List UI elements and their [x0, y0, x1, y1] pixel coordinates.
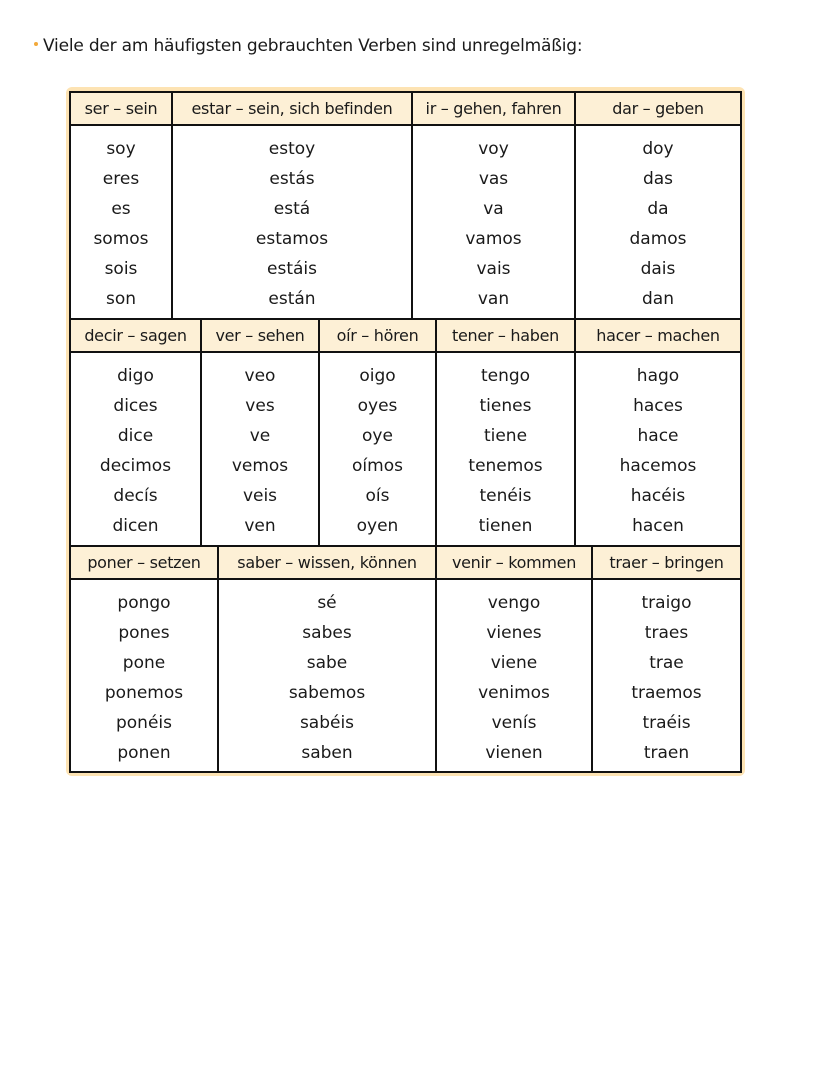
- verb-column-poner: [71, 547, 219, 771]
- verb-header: decir – sagen: [71, 320, 200, 353]
- conjugation-form: hacemos: [619, 456, 697, 476]
- conjugation-list: [71, 580, 217, 768]
- conjugation-form: soy: [106, 139, 136, 159]
- conjugation-form: decimos: [99, 456, 172, 476]
- conjugation-form: voy: [478, 139, 509, 159]
- conjugation-form: saben: [301, 743, 353, 763]
- conjugation-form: van: [477, 289, 510, 309]
- conjugation-form: tenemos: [468, 456, 543, 476]
- conjugation-form: doy: [642, 139, 674, 159]
- conjugation-list: [320, 353, 435, 541]
- verb-header: traer – bringen: [593, 547, 740, 580]
- verb-header: hacer – machen: [576, 320, 740, 353]
- verb-block-1: [69, 91, 742, 320]
- conjugation-form: traéis: [642, 713, 691, 733]
- verb-column-oir: [320, 320, 437, 545]
- conjugation-form: veo: [244, 366, 276, 386]
- conjugation-form: decís: [113, 486, 158, 506]
- conjugation-list: [593, 580, 740, 768]
- conjugation-form: haces: [633, 396, 683, 416]
- conjugation-form: oyen: [356, 516, 399, 536]
- verb-column-tener: [437, 320, 576, 545]
- conjugation-form: hacen: [632, 516, 684, 536]
- verb-header: estar – sein, sich befinden: [173, 93, 411, 126]
- conjugation-form: digo: [117, 366, 154, 386]
- conjugation-form: vienes: [486, 623, 542, 643]
- conjugation-form: vemos: [231, 456, 289, 476]
- conjugation-list: [219, 580, 435, 768]
- conjugation-list: [202, 353, 318, 541]
- conjugation-form: vamos: [465, 229, 522, 249]
- conjugation-form: son: [105, 289, 137, 309]
- verb-column-ver: [202, 320, 320, 545]
- conjugation-form: tenéis: [479, 486, 532, 506]
- conjugation-form: hago: [636, 366, 680, 386]
- verb-header: venir – kommen: [437, 547, 591, 580]
- conjugation-form: oímos: [352, 456, 403, 476]
- conjugation-form: sois: [104, 259, 138, 279]
- conjugation-list: [437, 353, 574, 541]
- conjugation-form: hace: [637, 426, 679, 446]
- conjugation-list: [71, 126, 171, 314]
- conjugation-form: están: [268, 289, 316, 309]
- conjugation-form: da: [647, 199, 669, 219]
- conjugation-form: sabéis: [299, 713, 355, 733]
- verb-block-2: [69, 318, 742, 547]
- conjugation-form: pongo: [117, 593, 171, 613]
- conjugation-form: vais: [476, 259, 511, 279]
- verb-header: tener – haben: [437, 320, 574, 353]
- conjugation-form: tengo: [480, 366, 531, 386]
- verb-header: ver – sehen: [202, 320, 318, 353]
- conjugation-form: oís: [365, 486, 390, 506]
- verb-column-venir: [437, 547, 593, 771]
- conjugation-form: oyes: [357, 396, 398, 416]
- verb-column-decir: [71, 320, 202, 545]
- verb-column-dar: [576, 93, 740, 318]
- conjugation-form: trae: [649, 653, 684, 673]
- conjugation-form: dices: [113, 396, 158, 416]
- conjugation-form: es: [111, 199, 131, 219]
- intro-line: [34, 36, 582, 56]
- conjugation-form: va: [483, 199, 504, 219]
- intro-text: Viele der am häufigsten gebrauchten Verben sind unregelmäßig:: [43, 36, 583, 56]
- conjugation-form: das: [642, 169, 674, 189]
- conjugation-form: está: [273, 199, 311, 219]
- verb-column-traer: [593, 547, 740, 771]
- verb-header: saber – wissen, können: [219, 547, 435, 580]
- conjugation-form: sabemos: [288, 683, 366, 703]
- conjugation-form: ve: [249, 426, 271, 446]
- verb-column-saber: [219, 547, 437, 771]
- verb-column-ser: [71, 93, 173, 318]
- bullet-dot-icon: [34, 42, 38, 46]
- conjugation-form: pones: [118, 623, 170, 643]
- conjugation-form: sabes: [302, 623, 352, 643]
- conjugation-form: estáis: [267, 259, 317, 279]
- conjugation-form: estamos: [255, 229, 329, 249]
- conjugation-form: vienen: [485, 743, 543, 763]
- conjugation-form: dice: [117, 426, 154, 446]
- conjugation-form: tienes: [479, 396, 532, 416]
- conjugation-list: [576, 126, 740, 314]
- conjugation-form: veis: [242, 486, 278, 506]
- verb-column-ir: [413, 93, 576, 318]
- conjugation-form: venimos: [478, 683, 550, 703]
- conjugation-form: pone: [122, 653, 166, 673]
- conjugation-form: traen: [643, 743, 690, 763]
- conjugation-form: estoy: [268, 139, 316, 159]
- conjugation-form: dais: [640, 259, 676, 279]
- conjugation-form: sabe: [306, 653, 348, 673]
- conjugation-list: [413, 126, 574, 314]
- verb-header: dar – geben: [576, 93, 740, 126]
- verb-block-3: [69, 545, 742, 773]
- verb-header: ir – gehen, fahren: [413, 93, 574, 126]
- conjugation-form: hacéis: [630, 486, 686, 506]
- conjugation-form: eres: [102, 169, 140, 189]
- verb-column-estar: [173, 93, 413, 318]
- verb-header: ser – sein: [71, 93, 171, 126]
- conjugation-form: ves: [245, 396, 275, 416]
- conjugation-form: traes: [644, 623, 689, 643]
- conjugation-form: sé: [317, 593, 337, 613]
- conjugation-form: venís: [491, 713, 537, 733]
- conjugation-form: vas: [478, 169, 509, 189]
- conjugation-list: [437, 580, 591, 768]
- conjugation-form: dan: [642, 289, 674, 309]
- conjugation-form: ponéis: [115, 713, 172, 733]
- conjugation-form: tienen: [478, 516, 533, 536]
- conjugation-form: tiene: [483, 426, 528, 446]
- conjugation-list: [576, 353, 740, 541]
- conjugation-list: [71, 353, 200, 541]
- conjugation-form: dicen: [112, 516, 159, 536]
- conjugation-form: somos: [93, 229, 149, 249]
- conjugation-form: oigo: [359, 366, 396, 386]
- conjugation-form: ponemos: [104, 683, 184, 703]
- verb-header: oír – hören: [320, 320, 435, 353]
- conjugation-list: [173, 126, 411, 314]
- conjugation-form: viene: [490, 653, 538, 673]
- conjugation-form: ponen: [117, 743, 171, 763]
- conjugation-form: vengo: [487, 593, 541, 613]
- conjugation-form: oye: [362, 426, 393, 446]
- conjugation-form: estás: [269, 169, 315, 189]
- conjugation-form: damos: [629, 229, 687, 249]
- conjugation-form: ven: [244, 516, 276, 536]
- verb-header: poner – setzen: [71, 547, 217, 580]
- conjugation-form: traigo: [641, 593, 692, 613]
- conjugation-form: traemos: [631, 683, 702, 703]
- verb-column-hacer: [576, 320, 740, 545]
